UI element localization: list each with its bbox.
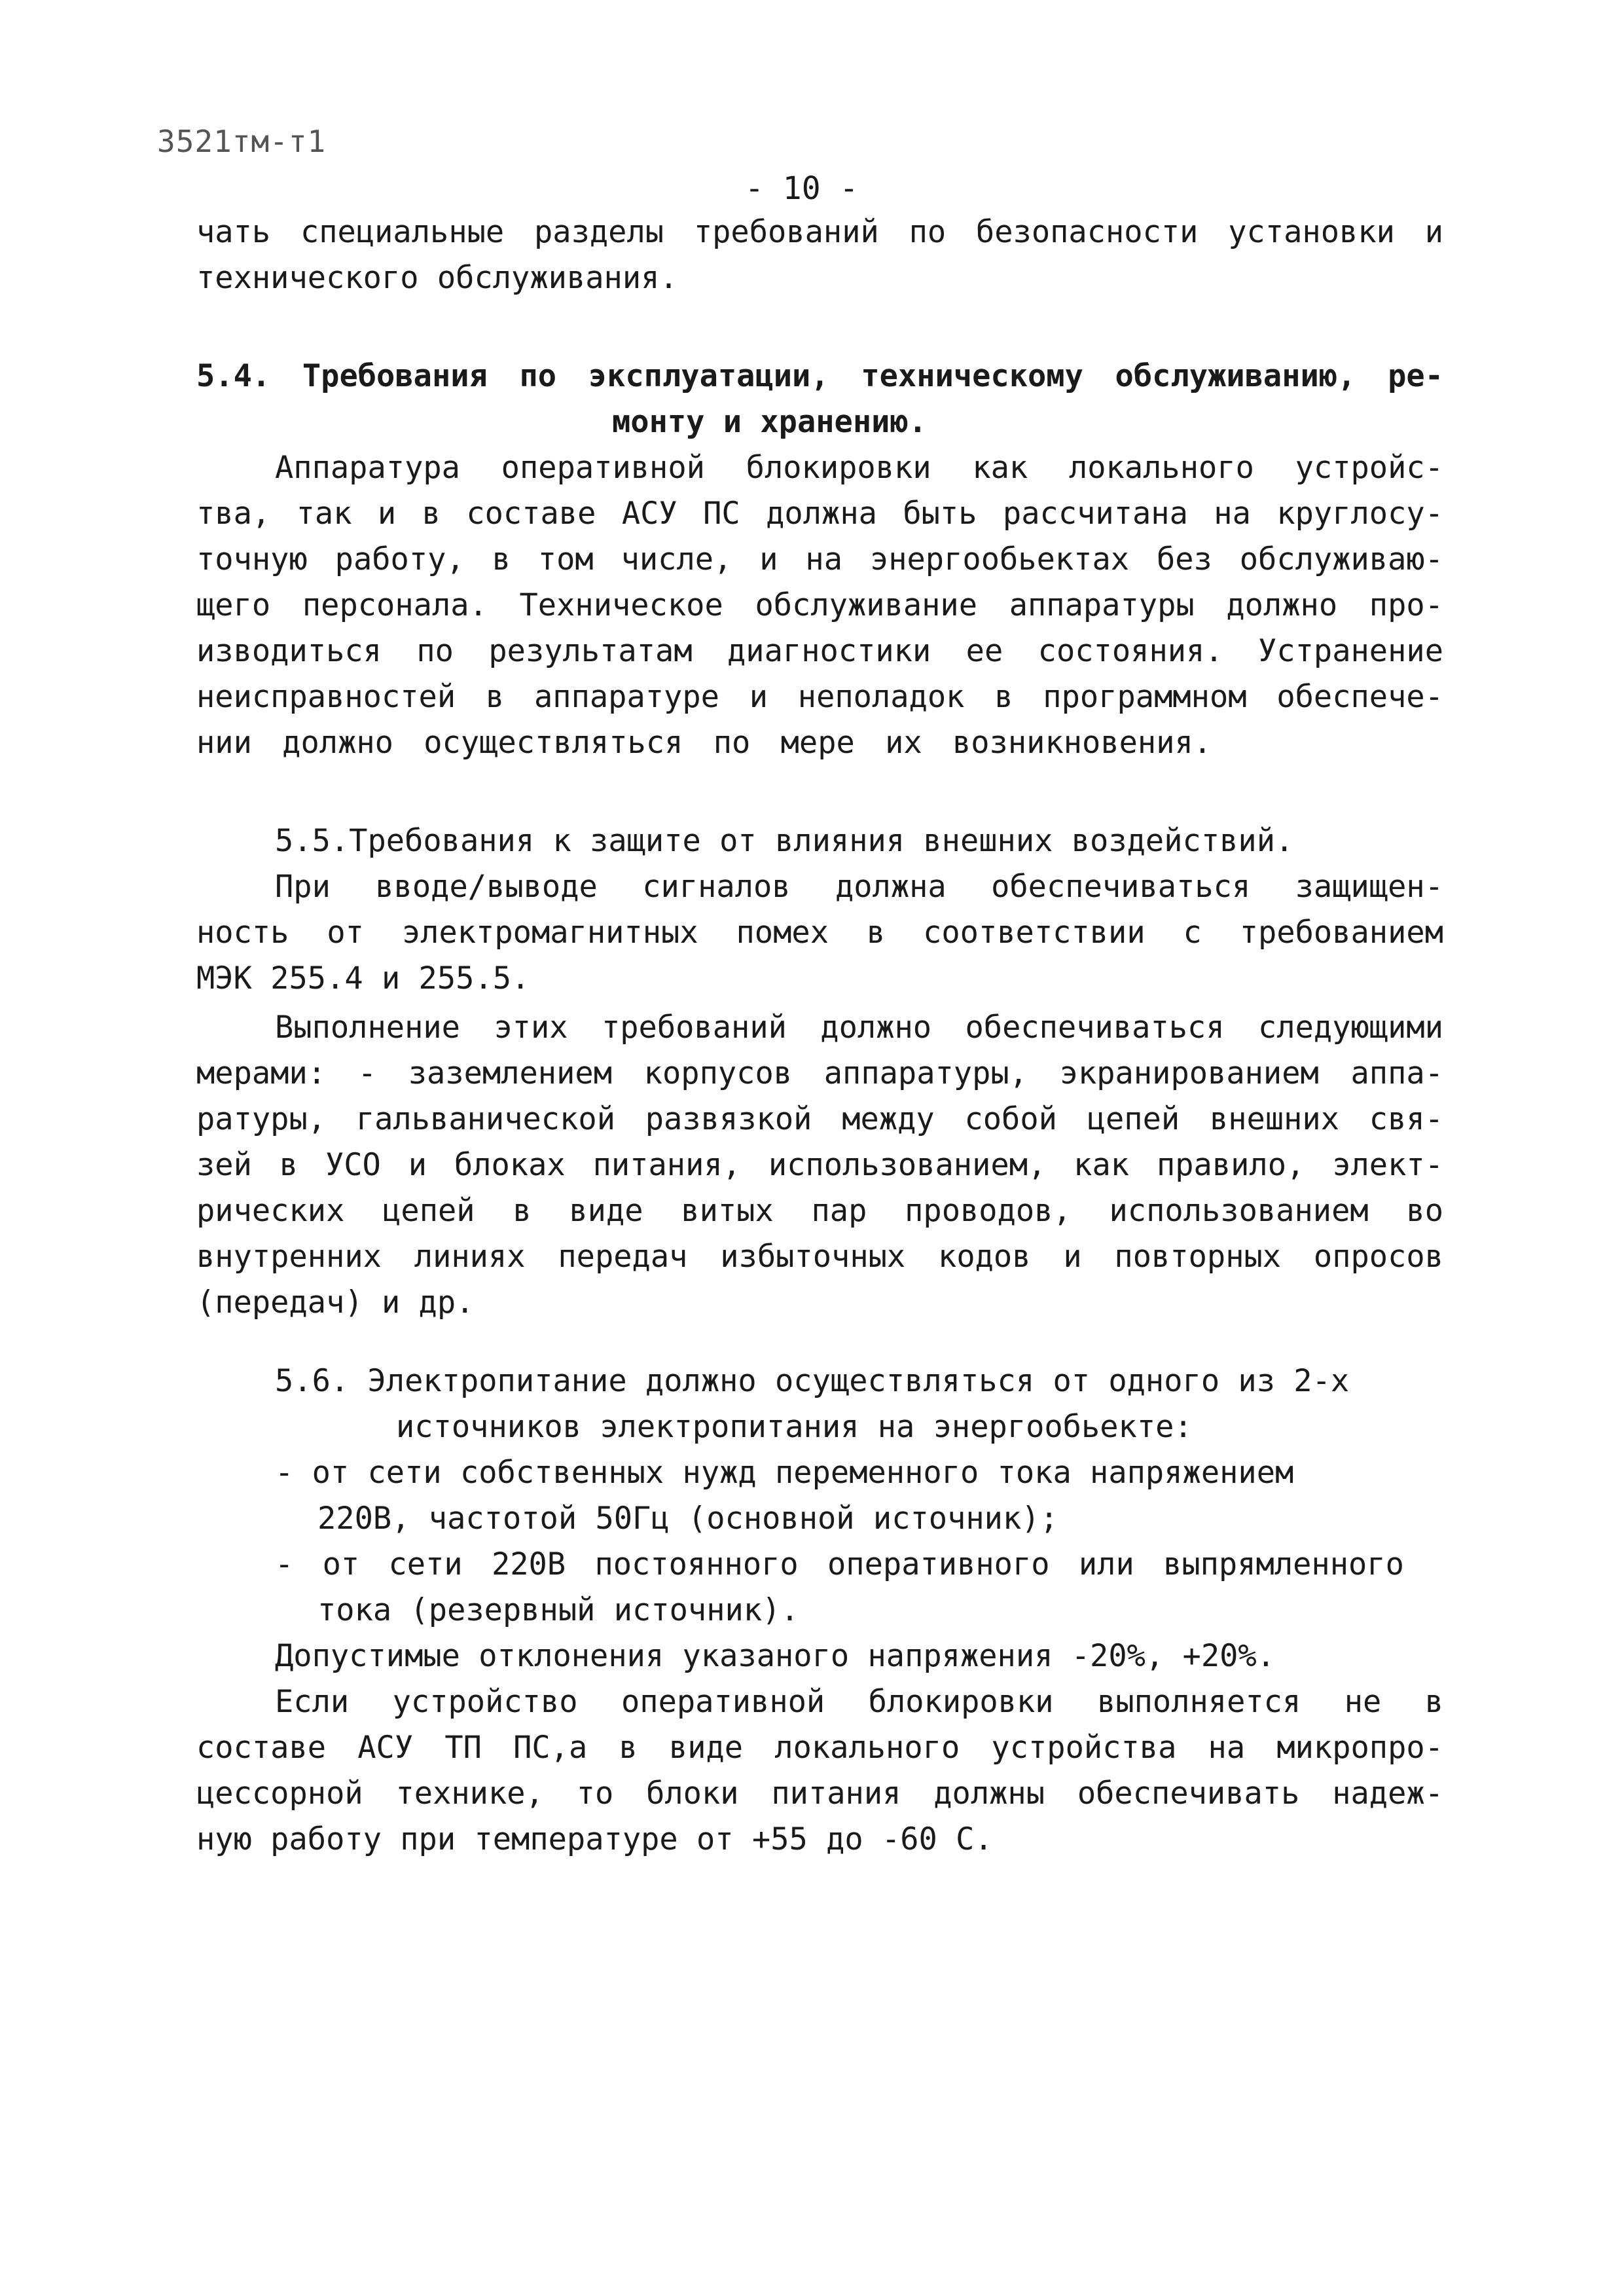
text-line: мерами: - заземлением корпусов аппаратуры, экранированием аппа- xyxy=(196,1055,1443,1091)
text-line: Аппаратура оперативной блокировки как локального устройс- xyxy=(275,450,1443,486)
text-line: ность от электромагнитных помех в соответствии с требованием xyxy=(196,915,1443,951)
text-line: неисправностей в аппаратуре и неполадок в программном обеспече- xyxy=(196,679,1443,715)
list-item: - от сети 220В постоянного оперативного или выпрямленного xyxy=(275,1546,1404,1582)
list-item: - от сети собственных нужд переменного тока напряжением xyxy=(275,1455,1294,1491)
document-code: 3521тм-т1 xyxy=(157,124,327,159)
text-line: зей в УСО и блоках питания, использованием, как правило, элект- xyxy=(196,1147,1443,1183)
text-line: технического обслуживания. xyxy=(196,260,678,296)
text-line: Допустимые отклонения указаного напряжения -20%, +20%. xyxy=(275,1638,1276,1674)
text-line: щего персонала. Техническое обслуживание аппаратуры должно про- xyxy=(196,587,1443,623)
text-line: источников электропитания на энергообьекте: xyxy=(396,1409,1193,1445)
section-heading: 5.6. Электропитание должно осуществляться от одного из 2-х xyxy=(275,1363,1350,1399)
text-line: Выполнение этих требований должно обеспечиваться следующими xyxy=(275,1010,1443,1046)
list-item: тока (резервный источник). xyxy=(317,1592,799,1628)
text-line: Если устройство оперативной блокировки выполняется не в xyxy=(275,1684,1443,1720)
text-line: ратуры, гальванической развязкой между собой цепей внешних свя- xyxy=(196,1101,1443,1137)
text-line: МЭК 255.4 и 255.5. xyxy=(196,960,530,996)
text-line: тва, так и в составе АСУ ПС должна быть рассчитана на круглосу- xyxy=(196,496,1443,532)
text-line: При вводе/выводе сигналов должна обеспечиваться защищен- xyxy=(275,869,1443,905)
text-line: внутренних линиях передач избыточных кодов и повторных опросов xyxy=(196,1239,1443,1275)
section-heading: 5.5.Требования к защите от влияния внешних воздействий. xyxy=(275,823,1294,859)
text-line: составе АСУ ТП ПС,а в виде локального устройства на микропро- xyxy=(196,1730,1443,1766)
text-line: нии должно осуществляться по мере их возникновения. xyxy=(196,725,1212,761)
page-number: - 10 - xyxy=(745,170,859,207)
section-heading: 5.4. Требования по эксплуатации, техническому обслуживанию, ре- xyxy=(196,358,1443,394)
text-line: изводиться по результатам диагностики ее состояния. Устранение xyxy=(196,633,1443,669)
text-line: (передач) и др. xyxy=(196,1285,475,1321)
text-line: рических цепей в виде витых пар проводов, использованием во xyxy=(196,1193,1443,1229)
text-line: ную работу при температуре от +55 до -60 С. xyxy=(196,1821,993,1857)
section-heading: монту и хранению. xyxy=(612,404,928,440)
text-line: точную работу, в том числе, и на энергообьектах без обслуживаю- xyxy=(196,541,1443,577)
text-line: цессорной технике, то блоки питания должны обеспечивать надеж- xyxy=(196,1776,1443,1812)
list-item: 220В, частотой 50Гц (основной источник); xyxy=(317,1501,1058,1537)
text-line: чать специальные разделы требований по безопасности установки и xyxy=(196,214,1443,250)
